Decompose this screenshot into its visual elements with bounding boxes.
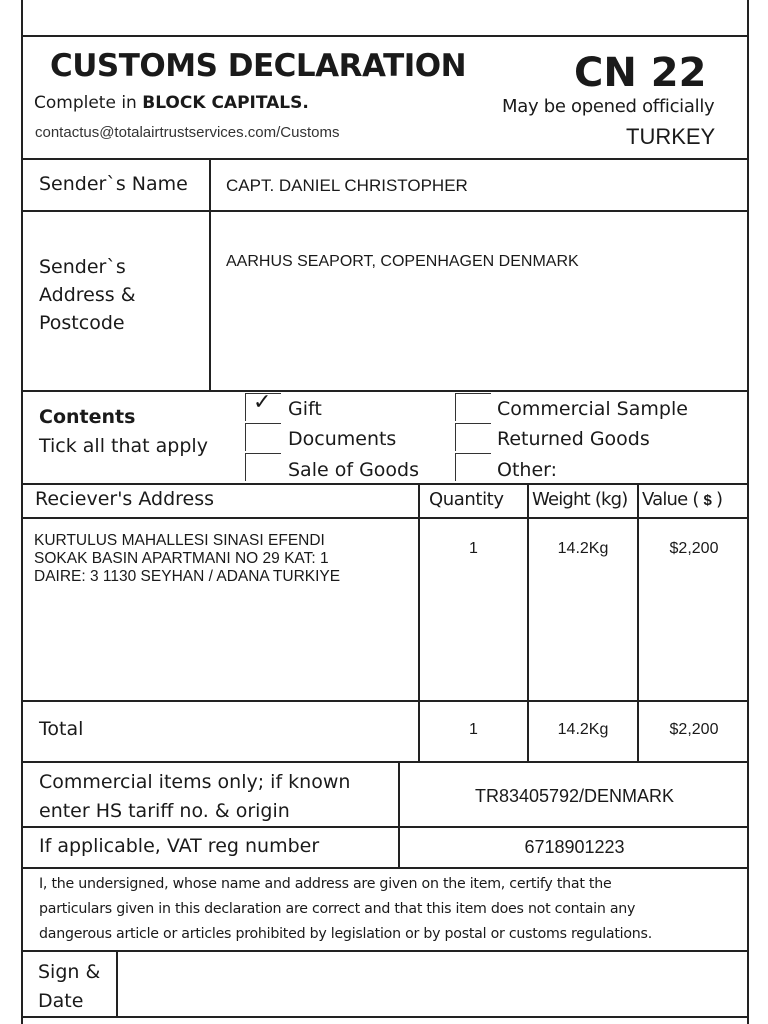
- checkbox-commercial-sample[interactable]: [455, 393, 491, 421]
- receiver-address-value: KURTULUS MAHALLESI SINASI EFENDI SOKAK BASIN APARTMANI NO 29 KAT: 1 DAIRE: 3 1130 SEYHAN / ADANA TURKIYE: [34, 532, 341, 585]
- option-sale-of-goods-label: Sale of Goods: [288, 459, 419, 481]
- instruction-text: Complete in BLOCK CAPITALS.: [34, 93, 309, 113]
- checkbox-returned-goods[interactable]: [455, 423, 491, 451]
- rule-total-bottom: [21, 761, 749, 763]
- quantity-header: Quantity: [429, 489, 504, 510]
- option-other-label: Other:: [497, 459, 558, 481]
- item-weight: 14.2Kg: [557, 540, 609, 557]
- total-quantity: 1: [469, 721, 478, 738]
- rule-sender-name-bottom: [21, 210, 749, 212]
- rule-vat-bottom: [21, 867, 749, 869]
- item-quantity: 1: [469, 540, 478, 557]
- item-value: $2,200: [669, 540, 719, 557]
- checkbox-sale-of-goods[interactable]: [245, 453, 281, 481]
- hs-tariff-value: TR83405792/DENMARK: [474, 786, 675, 806]
- option-documents-label: Documents: [288, 428, 397, 450]
- value-header: Value ( $ ): [642, 489, 723, 510]
- opened-note: May be opened officially: [502, 96, 715, 117]
- rule-items-bottom: [21, 700, 749, 702]
- certification-text: I, the undersigned, whose name and address are given on the item, certify that the particulars given in this declaration are correct and that this item does not contain any dangerous article or articles prohibited by legislation or by postal or customs regulations.: [39, 876, 652, 942]
- vat-label: If applicable, VAT reg number: [39, 835, 320, 857]
- sender-address-label: Sender`s Address & Postcode: [39, 256, 136, 334]
- total-label: Total: [39, 718, 84, 740]
- signature-field[interactable]: [118, 952, 747, 1016]
- rule-table-header-bottom: [21, 517, 749, 519]
- rule-contents-bottom: [21, 483, 749, 485]
- rule-sign-bottom: [21, 1016, 749, 1018]
- rule-sender-address-bottom: [21, 390, 749, 392]
- sender-name-label: Sender`s Name: [39, 173, 188, 195]
- contents-label: Contents: [39, 406, 136, 428]
- checkbox-other[interactable]: [455, 453, 491, 481]
- contact-email: contactus@totalairtrustservices.com/Customs: [35, 124, 340, 141]
- rule-hs-bottom: [21, 826, 749, 828]
- check-mark-icon: ✓: [253, 390, 272, 415]
- destination-country: TURKEY: [626, 124, 716, 149]
- receiver-address-header: Reciever's Address: [35, 488, 215, 510]
- vat-value: 6718901223: [524, 837, 625, 857]
- option-gift-label: Gift: [288, 398, 322, 420]
- sender-address-value: AARHUS SEAPORT, COPENHAGEN DENMARK: [226, 253, 579, 270]
- sender-name-value: CAPT. DANIEL CHRISTOPHER: [226, 176, 468, 195]
- form-frame: [21, 0, 749, 1024]
- total-weight: 14.2Kg: [557, 721, 609, 738]
- rule-sender-divider: [209, 158, 211, 392]
- weight-header: Weight (kg): [532, 489, 628, 510]
- total-value: $2,200: [669, 721, 719, 738]
- option-returned-goods-label: Returned Goods: [497, 428, 650, 450]
- rule-header-bottom: [21, 158, 749, 160]
- hs-tariff-label: Commercial items only; if known enter HS tariff no. & origin: [39, 771, 351, 822]
- checkbox-documents[interactable]: [245, 423, 281, 451]
- contents-sublabel: Tick all that apply: [39, 435, 208, 457]
- form-title: CUSTOMS DECLARATION: [50, 48, 467, 84]
- rule-top: [21, 35, 749, 37]
- form-code: CN 22: [574, 50, 707, 96]
- option-commercial-sample-label: Commercial Sample: [497, 398, 688, 420]
- sign-date-label: Sign & Date: [38, 961, 101, 1012]
